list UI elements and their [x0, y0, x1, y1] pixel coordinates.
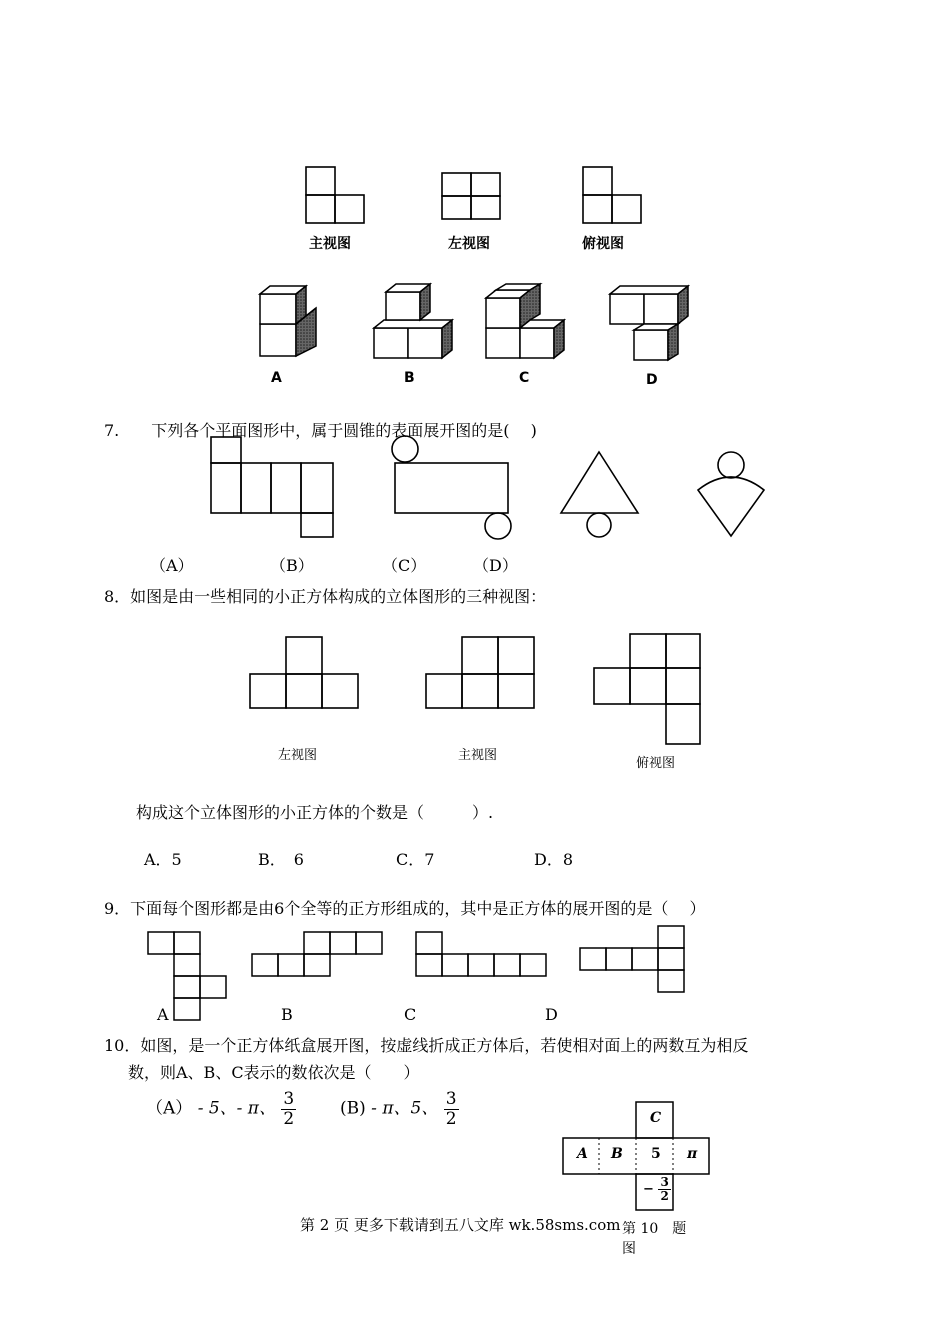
q6-option-b-label: B — [404, 370, 415, 386]
q10-net-frac-num: 3 — [660, 1175, 669, 1189]
q10-option-a — [146, 1090, 296, 1128]
q10-option-a-frac-den: 2 — [283, 1108, 295, 1129]
q8-left-view-label: 左视图 — [278, 748, 318, 763]
q6-top-view — [582, 166, 644, 226]
q8-top-view-label: 俯视图 — [636, 756, 676, 771]
q8-front-view — [424, 636, 536, 712]
q10-figure-caption-2: 图 — [622, 1241, 636, 1257]
q9-option-d-figure — [578, 924, 688, 994]
q10-line1: 10．如图，是一个正方体纸盒展开图，按虚线折成正方体后，若使相对面上的两数互为相反 — [104, 1036, 749, 1055]
q10-line2: 数，则A、B、C表示的数依次是（ ） — [128, 1063, 420, 1082]
q10-option-b-fraction — [444, 1090, 459, 1128]
q7-option-d-label: （D） — [473, 556, 518, 575]
q6-option-b-figure — [372, 282, 462, 362]
q9-option-c-label: C — [404, 1005, 417, 1024]
q8-choice-a: A．5 — [144, 850, 182, 869]
q9-option-b-label: B — [281, 1005, 293, 1024]
page-footer: 第 2 页 更多下载请到五八文库 wk.58sms.com — [300, 1216, 621, 1234]
q10-option-a-terms: - 5、- π、 — [197, 1098, 276, 1119]
q8-choice-c: C．7 — [396, 850, 435, 869]
q6-option-a-label: A — [271, 370, 282, 386]
q6-top-view-label: 俯视图 — [582, 236, 624, 252]
q10-figure-caption: 第 10 题 — [622, 1221, 687, 1237]
q8-front-view-label: 主视图 — [458, 748, 498, 763]
q8-top-view — [592, 632, 704, 746]
q10-option-a-prefix: （A） — [146, 1098, 193, 1119]
q10-net-neg-fraction — [643, 1176, 671, 1203]
q7-option-b-label: （B） — [270, 556, 314, 575]
q10-net-b: B — [611, 1146, 623, 1162]
q7-option-c-figure — [558, 450, 644, 540]
q6-option-d-label: D — [646, 372, 658, 388]
q10-net-c: C — [650, 1110, 662, 1126]
q10-option-a-fraction — [281, 1090, 296, 1128]
q9-text: 9．下面每个图形都是由6个全等的正方形组成的，其中是正方体的展开图的是（ ） — [104, 899, 706, 918]
q10-option-b-terms: - π、5、 — [371, 1098, 439, 1119]
q10-net-pi: π — [687, 1146, 698, 1162]
q6-left-view-label: 左视图 — [448, 236, 490, 252]
q10-net-5: 5 — [651, 1146, 661, 1162]
q6-option-c-figure — [484, 282, 574, 362]
q6-option-c-label: C — [519, 370, 530, 386]
q8-choice-b: B． 6 — [258, 850, 304, 869]
q8-left-view — [248, 636, 360, 712]
q7-text: 7. 下列各个平面图形中，属于圆锥的表面展开图的是( ) — [104, 421, 537, 440]
q7-option-d-figure — [694, 450, 772, 542]
q9-option-a-label: A — [157, 1005, 169, 1024]
q8-question: 构成这个立体图形的小正方体的个数是（ ）. — [136, 803, 494, 822]
q7-option-b-figure — [390, 434, 520, 542]
q10-option-a-frac-num: 3 — [283, 1089, 295, 1109]
q10-net-a: A — [577, 1146, 588, 1162]
q9-option-c-figure — [414, 930, 550, 978]
q6-front-view — [305, 166, 367, 226]
q9-option-d-label: D — [545, 1005, 558, 1024]
q10-option-b — [340, 1090, 459, 1128]
q8-choice-d: D．8 — [534, 850, 574, 869]
q10-option-b-frac-num: 3 — [445, 1089, 457, 1109]
q10-option-b-frac-den: 2 — [445, 1108, 457, 1129]
q6-option-d-figure — [608, 282, 698, 362]
q9-option-b-figure — [250, 930, 384, 978]
q7-option-a-figure — [210, 436, 340, 540]
q10-net-frac-den: 2 — [660, 1189, 669, 1204]
q10-option-b-prefix: (B) — [340, 1098, 366, 1119]
q6-option-a-figure — [258, 284, 328, 362]
q10-net-neg-sign: − — [643, 1182, 654, 1198]
q7-option-a-label: （A） — [150, 556, 194, 575]
q6-front-view-label: 主视图 — [309, 236, 351, 252]
q7-option-c-label: （C） — [382, 556, 427, 575]
q8-text: 8．如图是由一些相同的小正方体构成的立体图形的三种视图： — [104, 587, 547, 606]
q6-left-view — [441, 172, 503, 222]
